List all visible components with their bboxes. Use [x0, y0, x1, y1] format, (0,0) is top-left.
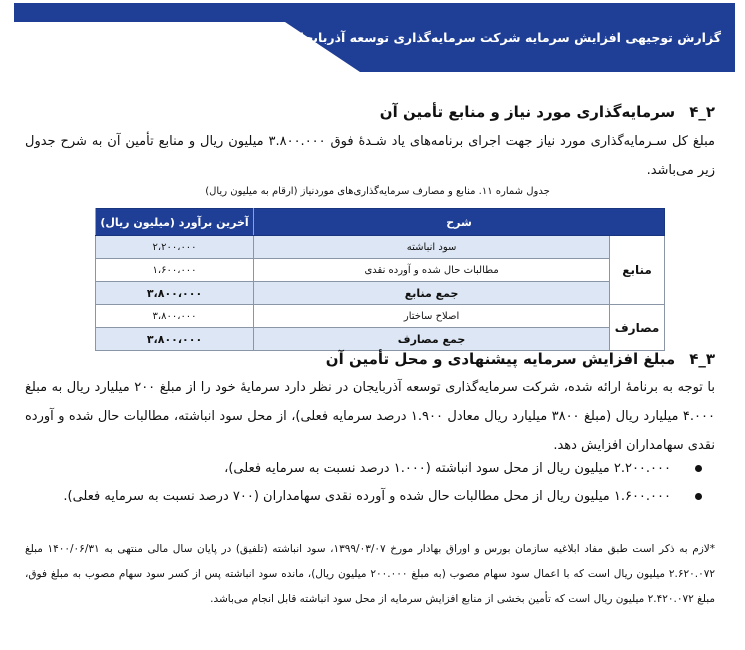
row-description: اصلاح ساختار [254, 305, 610, 328]
section-paragraph-capital-increase: با توجه به برنامهٔ ارائه شده، شرکت سرمایه‌گذاری توسعه آذربایجان در نظر دارد سرمایهٔ خود را از مبلغ ۲۰۰ میلیارد ریال به مبلغ ۴.۰۰۰ میلیارد ریال (مبلغ ۳۸۰۰ میلیارد ریال معادل ۱.۹۰۰ درصد سرمایه فعلی)، از محل سود انباشته، مطالبات حال شده و آورده نقدی سهامداران افزایش دهد. [25, 380, 716, 453]
row-description: سود انباشته [254, 236, 610, 259]
table-caption: جدول شماره ۱۱. منابع و مصارف سرمایه‌گذاری‌های موردنیاز (ارقام به میلیون ریال) [205, 186, 550, 197]
table-row [96, 259, 665, 282]
section-paragraph-investment: مبلغ کل سـرمایه‌گذاری مورد نیاز جهت اجرای برنامه‌های یاد شـدهٔ فوق ۳.۸۰۰.۰۰۰ میلیون ریال و منابع تأمین آن به شرح جدول زیر می‌باشد. [25, 134, 715, 178]
section-title: مبلغ افزایش سرمایه پیشنهادی و محل تأمین آن [325, 350, 676, 368]
bullet-icon [695, 465, 702, 472]
row-value: ۱،۶۰۰،۰۰۰ [96, 259, 254, 282]
section-heading-investment [380, 103, 715, 121]
list-item-text: ۱.۶۰۰.۰۰۰ میلیون ریال از محل مطالبات حال شده و آورده نقدی سهامداران (۷۰۰ درصد نسبت به سرمایه فعلی). [63, 489, 671, 504]
report-title: گزارش توجیهی افزایش سرمایه شرکت سرمایه‌گذاری توسعه آذربایجان (سهامی عام) [200, 30, 721, 45]
sources-uses-table [95, 208, 665, 351]
table-row [96, 236, 665, 259]
column-header-estimate: آخرین برآورد (میلیون ریال) [96, 209, 254, 236]
section-heading-capital-increase [326, 350, 715, 368]
row-value: ۳،۸۰۰،۰۰۰ [96, 282, 254, 305]
row-description: جمع مصارف [254, 328, 610, 351]
column-header-description: شرح [254, 209, 665, 236]
footnote: *لازم به ذکر است طبق مفاد ابلاغیه سازمان بورس و اوراق بهادار مورخ ۱۳۹۹/۰۳/۰۷، سود انباشته (تلفیق) در پایان سال مالی منتهی به ۱۴۰۰/۰۶/۳۱ مبلغ ۲.۶۲۰.۰۷۲ میلیون ریال است که با اعمال سود سهام مصوب (به مبلغ ۲۰۰.۰۰۰ میلیون ریال)، مانده سود انباشته پس از کسر سود سهام مصوب به مبلغ فوق، مبلغ ۲.۴۲۰.۰۷۲ میلیون ریال است که تأمین بخشی از منابع افزایش سرمایه از محل سود انباشته قابل انجام می‌باشد. [25, 543, 715, 605]
list-item-text: ۲.۲۰۰.۰۰۰ میلیون ریال از محل سود انباشته (۱.۰۰۰ درصد نسبت به سرمایه فعلی)، [224, 461, 671, 476]
row-description: مطالبات حال شده و آورده نقدی [254, 259, 610, 282]
table-row [96, 305, 665, 328]
row-value: ۲،۲۰۰،۰۰۰ [96, 236, 254, 259]
table-row-total [96, 282, 665, 305]
list-item [25, 483, 715, 511]
table-header-row [96, 209, 665, 236]
row-value: ۳،۸۰۰،۰۰۰ [96, 328, 254, 351]
section-title: سرمایه‌گذاری مورد نیاز و منابع تأمین آن [379, 103, 676, 121]
section-number: ۲_۴ [689, 103, 715, 121]
row-description: جمع منابع [254, 282, 610, 305]
row-value: ۳،۸۰۰،۰۰۰ [96, 305, 254, 328]
table-row-total [96, 328, 665, 351]
group-label-uses: مصارف [610, 305, 665, 351]
list-item [25, 455, 715, 483]
section-number: ۳_۴ [689, 350, 715, 368]
group-label-sources: منابع [610, 236, 665, 305]
funding-bullet-list [25, 455, 715, 511]
bullet-icon [695, 493, 702, 500]
